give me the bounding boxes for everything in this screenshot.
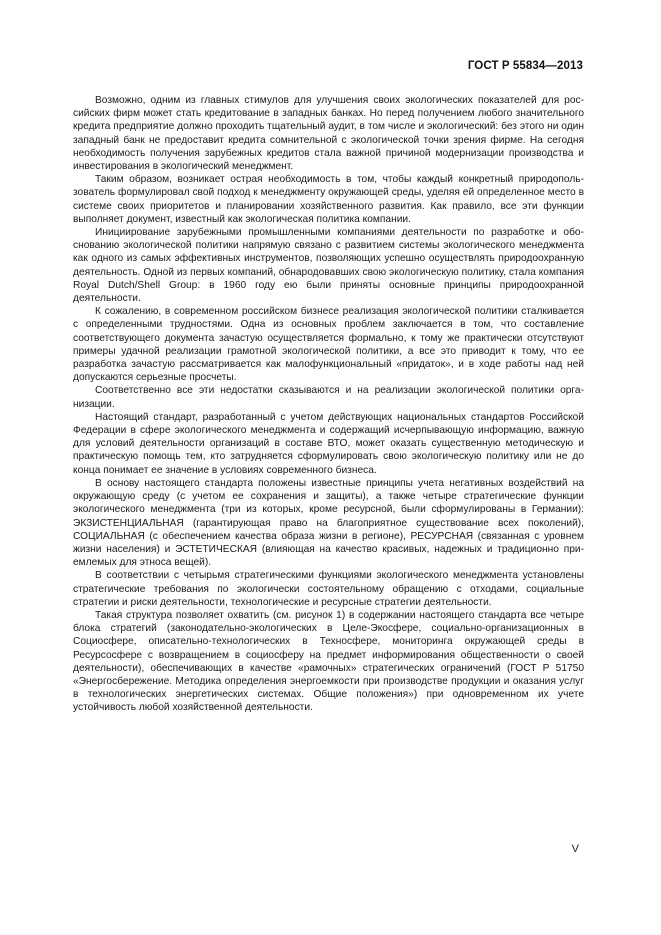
paragraph: В соответствии с четырьмя стратегическими функциями экологического менеджмента установлены стратегические требования по экологически состоятельному обращению с отходами, социальные стратегии и риски деятельности, технологические и ресурсные стратегии деятельности. <box>73 570 584 608</box>
document-body <box>73 94 584 715</box>
paragraph: Таким образом, возникает острая необходимость в том, чтобы каждый конкретный природопользователь формулировал свой подход к менеджменту окружающей среды, уделяя ей определенное место в системе своих приоритетов и планировании хозяйственного развития. Как правило, все эти функции выполняет документ, известный как экологическая политика компании. <box>73 174 584 225</box>
page-number: V <box>571 843 579 855</box>
paragraph: К сожалению, в современном российском бизнесе реализация экологической политики сталкивается с определенными трудностями. Одна из основных проблем заключается в том, что составление соответствующего документа зачастую осуществляется формально, к тому же практически отсутствуют примеры удачной реализации грамотной экологической политики, а все это приводит к тому, что ее разработка зачастую рассматривается как малофункциональный «придаток», и в ходе работы над ней допускаются серьезные просчеты. <box>73 306 584 384</box>
paragraph: В основу настоящего стандарта положены известные принципы учета негативных воздействий на окружающую среду (с учетом ее сохранения и защиты), а также четыре стратегические функции экологического менеджмента (три из которых, кроме ресурсной, были сформулированы в Германии): ЭКЗИСТЕНЦИАЛЬНАЯ (гарантирующая право на благоприятное существование всех поколений), СОЦИАЛЬНАЯ (с обеспечением качества образа жизни в регионе), РЕСУРСНАЯ (связанная с уровнем жизни населения) и ЭСТЕТИЧЕСКАЯ (влияющая на качество красивых, надежных и традиционно приемлемых для этноса вещей). <box>73 477 584 569</box>
paragraph: Настоящий стандарт, разработанный с учетом действующих национальных стандартов Российской Федерации в сфере экологического менеджмента и содержащий исчерпывающую информацию, важную для условий деятельности организаций в составе ВТО, может оказать существенную методическую и практическую помощь тем, кто затрудняется сформулировать свою экологическую политику или не до конца понимает ее значение в условиях современного бизнеса. <box>73 411 584 476</box>
paragraph: Возможно, одним из главных стимулов для улучшения своих экологических показателей для российских фирм может стать кредитование в западных банках. Но перед получением любого значительного кредита предприятие должно проходить тщательный аудит, в том числе и экологический: без этого ни один западный банк не предоставит кредита сомнительной с экологической точки зрения фирме. На сегодня необходимость получения зарубежных кредитов стала важной причиной модернизации производства и инвестирования в экологический менеджмент. <box>73 95 584 173</box>
paragraph: Инициирование зарубежными промышленными компаниями деятельности по разработке и обоснованию экологической политики напрямую связано с развитием системы экологического менеджмента как одного из самых эффективных инструментов, позволяющих успешно осуществлять природоохранную деятельность. Одной из первых компаний, обнародовавших свою экологическую политику, стала компания Royal Dutch/Shell Group: в 1960 году ею были приняты основные принципы природоохранной деятельности. <box>73 227 584 305</box>
paragraph: Соответственно все эти недостатки сказываются и на реализации экологической политики организации. <box>73 385 584 410</box>
paragraph: Такая структура позволяет охватить (см. рисунок 1) в содержании настоящего стандарта все четыре блока стратегий (законодательно-экологических в Целе-Экосфере, социально-организационных в Социосфере, описательно-технологических в Техносфере, мониторинга окружающей среды в Ресурсосфере с возвращением в социосферу на предмет информирования общественности о своей деятельности), обеспечивающих в качестве «рамочных» стратегических ограничений (ГОСТ Р 51750 «Энергосбережение. Методика определения энергоемкости при производстве продукции и оказания услуг в технологических энергетических системах. Общие положения») при одновременном их учете устойчивость любой хозяйственной деятельности. <box>73 609 584 714</box>
document-standard-code: ГОСТ Р 55834—2013 <box>467 60 583 72</box>
